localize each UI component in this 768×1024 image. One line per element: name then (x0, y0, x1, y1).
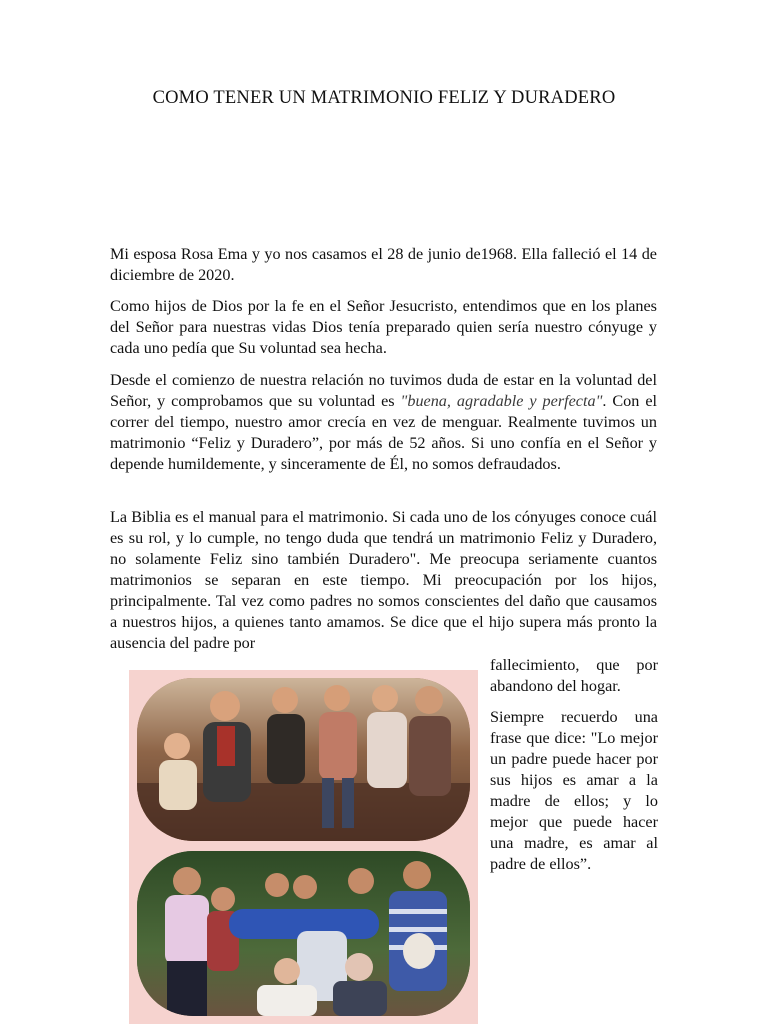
paragraph-4: La Biblia es el manual para el matrimonio. Si cada uno de los cónyuges conoce cuál es su rol, y lo cumple, no tengo duda que tendrá un matrimonio Feliz y Duradero, no solamente Feliz sino también Duradero". Me preocupa seriamente cuantos matrimonios se separan en este tiempo. Mi preocupación por los hijos, principalmente. Tal vez como padres no somos conscientes del daño que causamos a nuestros hijos, a quienes tanto amamos. Se dice que el hijo supera más pronto la ausencia del padre por (110, 508, 657, 652)
paragraph-3-start: Desde el comienzo de nuestra relación no tuvimos duda de estar en la voluntad del Señor, y comprobamos que su voluntad es (110, 371, 657, 410)
photo-collage-frame (129, 670, 478, 1024)
family-photo-children-image (137, 678, 470, 841)
paragraph-3-end: . Con el correr del tiempo, nuestro amor crecía en vez de menguar. Realmente tuvimos un matrimonio “Feliz y Duradero”, por más de 52 años. Si uno confía en el Señor y depende humildemente, y sinceramente de Él, no somos defraudados. (110, 392, 657, 473)
paragraph-3-quote: "buena, agradable y perfecta" (400, 392, 603, 410)
family-photo-adults (137, 851, 470, 1016)
paragraph-5: fallecimiento, que por abandono del hogar. (490, 656, 658, 695)
paragraph-6: Siempre recuerdo una frase que dice: "Lo mejor un padre puede hacer por sus hijos es amar a la madre de ellos; y lo mejor que puede hacer una madre, es amar al padre de ellos”. (490, 708, 658, 873)
document-title: COMO TENER UN MATRIMONIO FELIZ Y DURADERO (152, 88, 616, 108)
paragraph-1: Mi esposa Rosa Ema y yo nos casamos el 28 de junio de1968. Ella falleció el 14 de diciembre de 2020. (110, 245, 657, 284)
paragraph-2: Como hijos de Dios por la fe en el Señor Jesucristo, entendimos que en los planes del Señor para nuestras vidas Dios tenía preparado quien sería nuestro cónyuge y cada uno pedía que Su voluntad sea hecha. (110, 297, 657, 357)
family-photo-adults-image (137, 851, 470, 1016)
family-photo-children (137, 678, 470, 841)
paragraph-3 (110, 370, 657, 475)
